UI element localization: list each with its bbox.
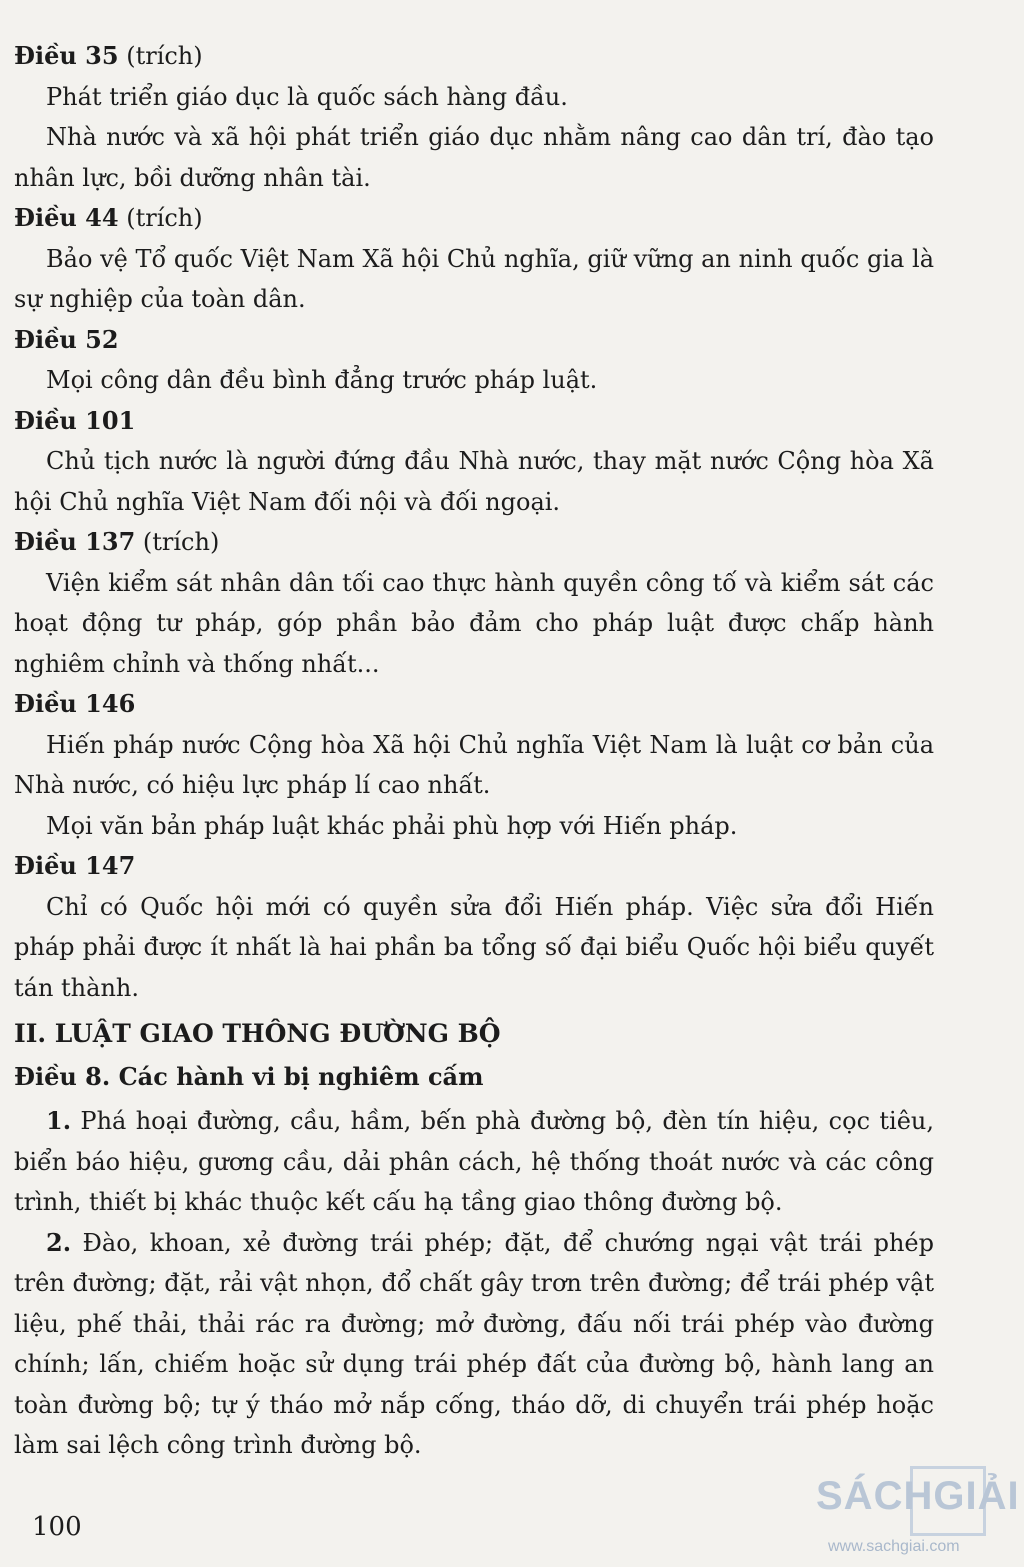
article-heading: Điều 137 (trích) <box>14 527 220 556</box>
article <box>14 684 934 846</box>
article-paragraph: Hiến pháp nước Cộng hòa Xã hội Chủ nghĩa Việt Nam là luật cơ bản của Nhà nước, có hiệu lực pháp lí cao nhất. <box>14 730 934 799</box>
article-paragraph: Chỉ có Quốc hội mới có quyền sửa đổi Hiến pháp. Việc sửa đổi Hiến pháp phải được ít nhất là hai phần ba tổng số đại biểu Quốc hội biểu quyết tán thành. <box>14 892 934 1002</box>
article-heading: Điều 52 <box>14 324 119 354</box>
page-number: 100 <box>32 1512 82 1542</box>
article-paragraph: Bảo vệ Tổ quốc Việt Nam Xã hội Chủ nghĩa, giữ vững an ninh quốc gia là sự nghiệp của toàn dân. <box>14 244 934 313</box>
article-paragraph: Mọi công dân đều bình đẳng trước pháp luật. <box>46 366 598 394</box>
article <box>14 846 934 1008</box>
article-heading: Điều 146 <box>14 689 136 718</box>
watermark-logo <box>812 1462 1018 1562</box>
document-page <box>14 36 934 1466</box>
article-paragraph: Mọi văn bản pháp luật khác phải phù hợp với Hiến pháp. <box>46 811 738 840</box>
article <box>14 401 934 523</box>
watermark-text: SÁCHGIẢI <box>816 1474 1020 1518</box>
article-paragraph: Viện kiểm sát nhân dân tối cao thực hành quyền công tố và kiểm sát các hoạt động tư pháp, góp phần bảo đảm cho pháp luật được chấp hành nghiêm chỉnh và thống nhất... <box>14 568 934 678</box>
article <box>14 198 934 320</box>
article-paragraph: Chủ tịch nước là người đứng đầu Nhà nước, thay mặt nước Cộng hòa Xã hội Chủ nghĩa Việt Nam đối nội và đối ngoại. <box>14 447 934 516</box>
watermark-url: www.sachgiai.com <box>828 1538 960 1555</box>
article-heading: Điều 35 (trích) <box>14 41 203 70</box>
article <box>14 320 934 401</box>
item-text: Đào, khoan, xẻ đường trái phép; đặt, để chướng ngại vật trái phép trên đường; đặt, rải vật nhọn, đổ chất gây trơn trên đường; để trái phép vật liệu, phế thải, thải rác ra đường; mở đường, đấu nối trái phép vào đường chính; lấn, chiếm hoặc sử dụng trái phép đất của đường bộ, hành lang an toàn đường bộ; tự ý tháo mở nắp cống, tháo dỡ, di chuyển trái phép hoặc làm sai lệch công trình đường bộ. <box>14 1228 934 1459</box>
article-paragraph: Nhà nước và xã hội phát triển giáo dục nhằm nâng cao dân trí, đào tạo nhân lực, bồi dưỡng nhân tài. <box>14 123 934 192</box>
item-text: Phá hoại đường, cầu, hầm, bến phà đường bộ, đèn tín hiệu, cọc tiêu, biển báo hiệu, gương cầu, dải phân cách, hệ thống thoát nước và các công trình, thiết bị khác thuộc kết cấu hạ tầng giao thông đường bộ. <box>14 1107 934 1216</box>
item-number: 1. <box>46 1106 72 1135</box>
article-title: Điều 8. Các hành vi bị nghiêm cấm <box>14 1061 484 1091</box>
list-item <box>14 1223 934 1466</box>
article <box>14 522 934 684</box>
item-number: 2. <box>46 1227 72 1257</box>
section-title: II. LUẬT GIAO THÔNG ĐƯỜNG BỘ <box>14 1019 501 1048</box>
list-item <box>14 1101 934 1223</box>
article-heading: Điều 44 (trích) <box>14 203 203 232</box>
article <box>14 36 934 198</box>
article-heading: Điều 101 <box>14 405 136 435</box>
article-paragraph: Phát triển giáo dục là quốc sách hàng đầu. <box>46 82 568 111</box>
article-heading: Điều 147 <box>14 851 136 880</box>
